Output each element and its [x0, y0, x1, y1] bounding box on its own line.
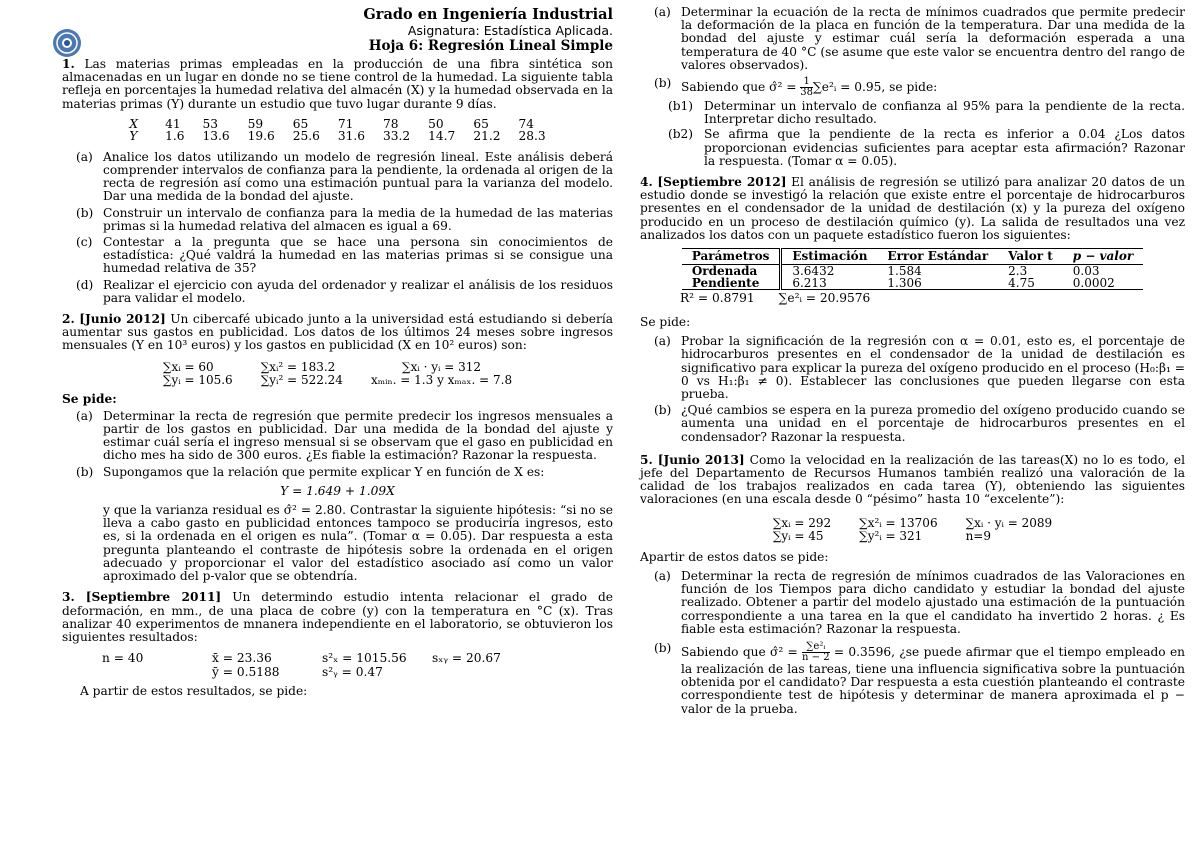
row-label: Y [129, 129, 138, 144]
item-label: (a) [76, 149, 93, 164]
table-cell: 0.03 [1072, 264, 1100, 279]
problem-tag: [Septiembre 2012] [657, 175, 787, 190]
item-text: Realizar el ejercicio con ayuda del ordenador y realizar el análisis de los residuos para validar el modelo. [103, 277, 613, 305]
table-cell: 33.2 [383, 129, 411, 144]
problem-intro: El análisis de regresión se utilizó para analizar 20 datos de un estudio donde se investigó la relación que existe entre el porcentaje de hidrocarburos presentes en el condensador de la unidad de destilación (x) y la pureza del oxígeno producido en un proceso de destilación químico (y). La salida de resultados una vez analizados los datos con un paquete estadístico fueron los siguientes: [640, 175, 1185, 242]
row-label: X [129, 116, 139, 131]
regression-equation: Y = 1.649 + 1.09X [280, 483, 395, 498]
table-cell: 1.6 [165, 129, 185, 144]
sums-block [640, 517, 1185, 543]
sum-value: n=9 [965, 528, 991, 543]
item-text: Sabiendo que σ̂² = [681, 80, 801, 95]
problem-tag: [Junio 2012] [79, 312, 166, 327]
sum-value: xₘᵢₙ. = 1.3 y xₘₐₓ. = 7.8 [370, 372, 513, 387]
list-item [62, 151, 613, 204]
list-item [640, 642, 1185, 716]
item-label: (b) [654, 403, 672, 418]
problem-tag: [Septiembre 2011] [85, 590, 222, 605]
table-cell: 0.0002 [1063, 277, 1143, 290]
list-item [640, 570, 1185, 636]
sum-value: ∑xᵢ · yᵢ = 312 [402, 359, 481, 374]
se-pide-label: Se pide: [62, 391, 117, 406]
subject-title: Asignatura: Estadística Aplicada. [407, 23, 613, 38]
stat-value: sₓᵧ = 20.67 [432, 651, 501, 666]
list-item [62, 207, 613, 233]
stat-value: s²ₓ = 1015.56 [322, 651, 407, 666]
table-cell: Ordenada [682, 265, 781, 278]
table-cell: 78 [383, 116, 399, 131]
table-cell: 71 [337, 116, 354, 131]
item-label: (a) [654, 568, 671, 583]
item-text: Probar la significación de la regresión con α = 0.01, esto es, el porcentaje de hidrocarburos presentes en el condensador de la unidad de destilación es significativo para explicar la pureza del oxígeno producido en el proceso (H₀:β₁ = 0 vs H₁:β₁ ≠ 0). Establecer las conclusiones que pueden llegarse con esta prueba. [681, 334, 1185, 402]
item-label: (a) [76, 408, 93, 423]
residual-sum: ∑e²ᵢ = 20.9576 [778, 291, 871, 306]
humidity-table [120, 118, 554, 143]
item-text: Determinar la recta de regresión que permite predecir los ingresos mensuales a partir de los gastos en publicidad. Dar una medida de la bondad del ajuste y estimar cuál sería el ingreso mensual si se observam que el gaso en publicidad en dicho mes ha sido de 300 euros. ¿Es fiable la estimación? Razonar la respuesta. [103, 408, 613, 463]
sub-item [640, 128, 1185, 168]
sub-item [640, 100, 1185, 126]
item-label: (b) [654, 640, 672, 655]
item-label: (b2) [668, 127, 694, 142]
table-cell: 1.306 [877, 277, 998, 290]
item-label: (b1) [668, 99, 694, 114]
degree-title: Grado en Ingeniería Industrial [363, 6, 613, 23]
table-cell: 65 [473, 116, 489, 131]
r-squared: R² = 0.8791 [680, 291, 755, 306]
item-text: Analice los datos utilizando un modelo de regresión lineal. Este análisis deberá comprender intervalos de confianza para la pendiente, la ordenada al origen de la recta de regresión así como una estimación puntual para la varianza del modelo. Dar una medida de la bondad del ajuste. [103, 149, 613, 204]
problem-number: 4. [640, 175, 653, 190]
table-row [682, 277, 1143, 290]
sum-value: ∑xᵢ = 292 [772, 515, 832, 530]
item-text: ¿Qué cambios se espera en la pureza promedio del oxígeno producido cuando se aumenta una unidad en el porcentaje de hidrocarburos presentes en el condensador? Razonar la respuesta. [681, 403, 1185, 444]
after-label: Apartir de estos datos se pide: [640, 549, 829, 564]
item-text: Contestar a la pregunta que se hace una persona sin conocimientos de estadística: ¿Qué valdrá la humedad en las materias primas si se consigue una humedad relativa de 35? [103, 235, 613, 276]
problem-2 [62, 313, 613, 583]
sum-value: ∑yᵢ = 105.6 [162, 372, 233, 387]
column-header: p − valor [1063, 249, 1143, 265]
problem-intro: Un cibercafé ubicado junto a la universidad está estudiando si debería aumentar sus gastos en publicidad. Los datos de los últimos 24 meses sobre ingresos mensuales (Y en 10³ euros) y los gastos en publicidad (X en 10² euros) son: [62, 312, 613, 353]
problem-4 [640, 176, 1185, 444]
sum-value: ∑x²ᵢ = 13706 [859, 515, 938, 530]
item-text: ∑e²ᵢ = 0.95, se pide: [813, 80, 938, 95]
item-text: Determinar la ecuación de la recta de mínimos cuadrados que permite predecir la deformación de la placa en función de la temperatura. Dar una medida de la bondad del ajuste y estimar cuál sería la deformación esperada a una temperatura de 40 °C (se asume que este valor se encuentra dentro del rango de valores observados). [681, 5, 1185, 72]
problem-5 [640, 454, 1185, 716]
item-text: Determinar un intervalo de confianza al 95% para la pendiente de la recta. Interpretar dicho resultado. [704, 99, 1185, 127]
problem-number: 3. [62, 590, 75, 605]
table-cell: 19.6 [247, 129, 275, 144]
item-text: = 0.3596, ¿se puede afirmar que el tiempo empleado en la realización de las tareas, tiene una influencia significativa sobre la puntuación obtenida por el candidato? Dar respuesta a esta cuestión planteando el contraste correspondiente test de hipótesis y determinar de manera aproximada el p − valor de la prueba. [681, 644, 1186, 716]
item-label: (a) [654, 5, 671, 19]
column-header: Error Estándar [877, 249, 998, 265]
table-cell: 3.6432 [792, 264, 835, 279]
sums-block [62, 361, 613, 387]
sheet-header [62, 0, 613, 54]
item-label: (c) [76, 235, 93, 250]
list-item-continuation [62, 504, 613, 583]
left-column [62, 0, 613, 698]
table-cell: 74 [518, 116, 534, 131]
table-cell: 65 [292, 116, 309, 131]
problem-number: 2. [62, 312, 75, 327]
regression-output-table [682, 248, 1143, 290]
problem-intro: Como la velocidad en la realización de las tareas(X) no lo es todo, el jefe del Departamento de Recursos Humanos también realizó una valoración de la calidad de los trabajos realizados en cada tarea (Y), obteniendo las siguientes valoraciones (en una escala desde 0 “pésimo” hasta 10 “excelente”): [640, 452, 1186, 507]
table-cell: 31.6 [337, 129, 366, 144]
list-item [640, 77, 1185, 98]
problem-3 [62, 591, 613, 698]
table-cell: 50 [428, 116, 444, 131]
list-item [640, 6, 1185, 72]
item-label: (a) [654, 334, 671, 349]
table-cell: 28.3 [518, 129, 546, 144]
table-cell: 6.213 [781, 277, 878, 290]
list-item [62, 410, 613, 463]
table-row-y [120, 130, 554, 143]
after-label: A partir de estos resultados, se pide: [80, 684, 308, 699]
table-cell: 53 [202, 116, 218, 131]
sum-value: ∑y²ᵢ = 321 [859, 528, 923, 543]
item-text: Construir un intervalo de confianza para la media de la humedad de las materias primas si la humedad relativa del almacen es igual a 69. [103, 205, 613, 233]
item-text: Determinar la recta de regresión de mínimos cuadrados de las Valoraciones en función de los Tiempos para dicho candidato y estudiar la bondad del ajuste realizado. Obtener a partir del modelo ajustado una estimación de la puntuación correspondiente a una tarea en la que el candidato ha invertido 2 horas. ¿ Es fiable esta estimación? Razonar la respuesta. [681, 568, 1185, 636]
university-logo-icon [52, 28, 82, 58]
table-cell: 21.2 [473, 129, 501, 144]
item-text: Se afirma que la pendiente de la recta es inferior a 0.04 ¿Los datos proporcionan evidencias suficientes para aceptar esta afirmación? Razonar la respuesta. (Tomar α = 0.05). [704, 127, 1185, 168]
sum-value: ∑yᵢ = 45 [772, 528, 824, 543]
problem-number: 5. [640, 452, 653, 467]
table-cell: 13.6 [202, 129, 230, 144]
table-cell: Pendiente [682, 277, 781, 290]
item-label: (b) [654, 76, 672, 91]
list-item [640, 404, 1185, 444]
item-label: (b) [76, 464, 94, 479]
se-pide-label: Se pide: [640, 315, 691, 330]
problem-intro: Un determindo estudio intenta relacionar el grado de deformación, en mm., de una placa de cobre (y) con la temperatura en °C (x). Tras analizar 40 experimentos de mnanera independiente en el laboratorio, se obtuvieron los siguientes resultados: [62, 590, 614, 644]
problem-tag: [Junio 2013] [657, 452, 745, 467]
right-column [640, 6, 1185, 716]
column-header: Estimación [781, 249, 878, 265]
item-label: (b) [76, 205, 94, 220]
sum-value: ∑xᵢ = 60 [162, 359, 214, 374]
item-text: Supongamos que la relación que permite explicar Y en función de X es: [103, 464, 545, 479]
stats-block [102, 652, 613, 679]
sum-value: ∑yᵢ² = 522.24 [260, 372, 343, 387]
item-text: y que la varianza residual es σ̂² = 2.80. Contrastar la siguiente hipótesis: “si no se lleva a cabo gasto en publicidad entonces tampoco se produciría ingresos, esto es, si la ordenada en el origen es nula”. (Tomar α = 0.05). Dar respuesta a esta pregunta planteando el contraste de hipótesis sobre la ordenada en el origen adecuado y proporcionar el valor del estadístico asociado así como un valor aproximado del p-valor que se obtendría. [103, 503, 613, 584]
problem-intro: Las materias primas empleadas en la producción de una fibra sintética son almacenadas en un lugar en donde no se tiene control de la humedad. La siguiente tabla refleja en porcentajes la humedad relativa del almacén (X) y la humedad observada en la materias primas (Y) durante un estudio que tuvo lugar durante 9 días. [62, 57, 613, 111]
list-item [640, 335, 1185, 401]
table-header-row [682, 249, 1143, 265]
table-cell: 41 [165, 116, 181, 131]
sum-value: ∑xᵢ² = 183.2 [260, 359, 336, 374]
problem-1 [62, 58, 613, 305]
table-cell: 14.7 [428, 129, 456, 144]
item-text: Sabiendo que σ̂² = [681, 644, 803, 659]
list-item [62, 236, 613, 276]
item-label: (d) [76, 277, 94, 292]
list-item [62, 466, 613, 479]
sheet-title: Hoja 6: Regresión Lineal Simple [368, 38, 613, 54]
sum-value: ∑xᵢ · yᵢ = 2089 [965, 515, 1053, 530]
stat-value: x̄ = 23.36 [212, 651, 272, 666]
stat-value: n = 40 [102, 651, 144, 666]
fit-summary [680, 292, 1185, 304]
column-header: Parámetros [682, 249, 781, 265]
stat-value: ȳ = 0.5188 [212, 665, 280, 680]
table-cell: 25.6 [292, 129, 320, 144]
fraction: $\frac{\text{∑e²ᵢ}}{n - 2}$ [802, 640, 830, 663]
table-cell: 59 [247, 116, 264, 131]
list-item [62, 279, 613, 305]
fraction: $\frac{1}{38}$ [800, 76, 814, 99]
table-cell: 1.584 [887, 264, 922, 279]
table-cell: 2.3 [1008, 264, 1028, 279]
table-cell: 4.75 [998, 277, 1063, 290]
stat-value: s²ᵧ = 0.47 [322, 665, 383, 680]
column-header: Valor t [998, 249, 1063, 265]
problem-number: 1. [62, 57, 75, 71]
